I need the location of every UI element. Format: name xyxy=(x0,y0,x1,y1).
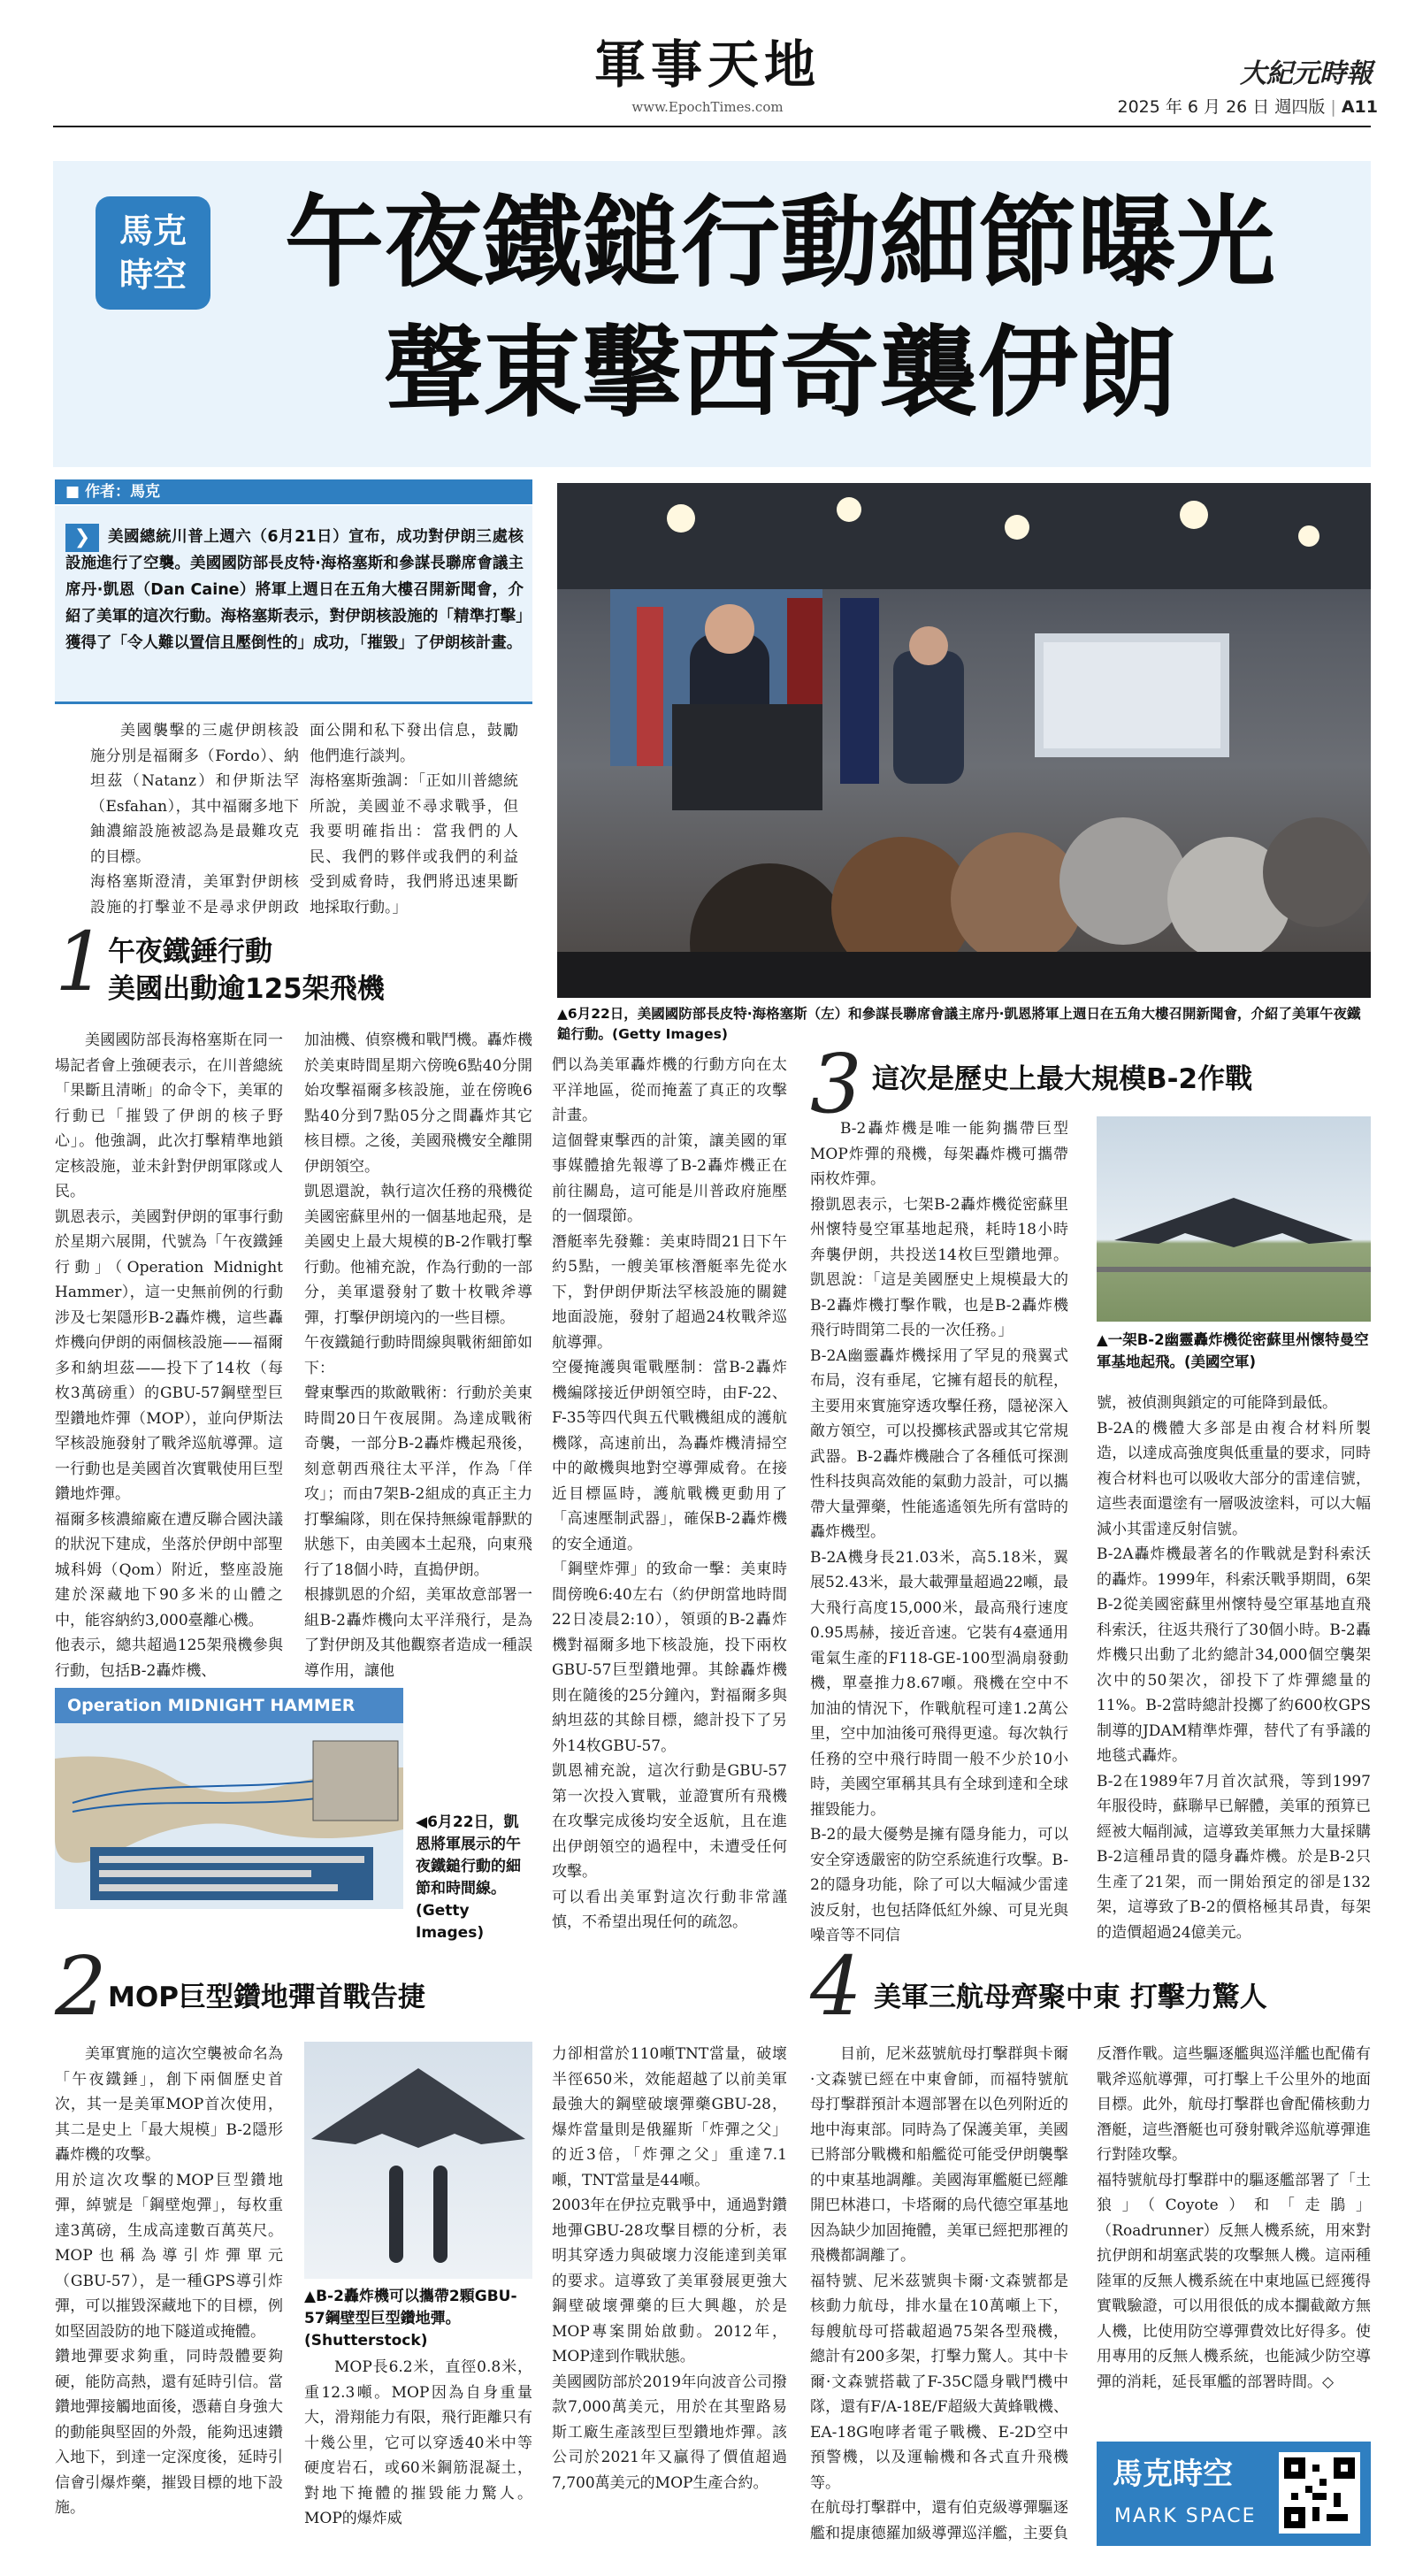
intro-col2: 面公開和私下發出信息，鼓勵他們進行談判。 海格塞斯強調：「正如川普總統所說，美國並不尋求戰爭，但我要明確指出：當我們的人民、我們的夥伴或我們的利益受到威脅時，我們將迅速果斷地採取行動。」 xyxy=(310,722,518,916)
map-caption: ◀6月22日，凱恩將軍展示的午夜鐵鎚行動的細節和時間線。(Getty Images) xyxy=(416,1813,521,1942)
headline-line1: 午夜鐵鎚行動細節曝光 xyxy=(285,185,1275,301)
section1-col1: 美國國防部長海格塞斯在同一場記者會上強硬表示，在川普總統「果斷且清晰」的命令下，美軍的行動已「摧毀了伊朗的核子野心」。他強調，此次打擊精準地鎖定核設施，並未針對伊朗軍隊或人民。 凱恩表示，美國對伊朗的軍事行動於星期六展開，代號為「午夜鐵錘行動」（Operation Midnight Hammer），這一史無前例的行動涉及七架隱形B-2轟炸機，這些轟炸機向伊朗的兩個核設施——福爾多和納坦茲——投下了14枚（每枚3萬磅重）的GBU-57鋼壁型巨型鑽地炸彈（MOP），並向伊斯法罕核設施發射了戰斧巡航導彈。這一行動也是美國首次實戰使用巨型鑽地炸彈。 福爾多核濃縮廠在遭反聯合國決議的狀況下建成，坐落於伊朗中部聖城科姆（Qom）附近，整座設施建於深藏地下90多米的山體之中，能容納約3,000臺離心機。 他表示，總共超過125架飛機參與行動，包括B-2轟炸機、 xyxy=(55,1031,283,1680)
b2-bomb-caption: ▲B-2轟炸機可以攜帶2顆GBU-57鋼壁型巨型鑽地彈。(Shutterstock) xyxy=(304,2288,517,2350)
section4-header xyxy=(810,1939,1371,2043)
section2-number: 2 xyxy=(55,1939,107,2034)
issue-date xyxy=(1097,94,1378,118)
b2-takeoff-caption: ▲一架B-2幽靈轟炸機從密蘇里州懷特曼空軍基地起飛。(美國空軍) xyxy=(1097,1331,1369,1370)
photo1-caption: ▲6月22日，美國國防部長皮特·海格塞斯（左）和參謀長聯席會議主席丹·凱恩將軍上週日在五角大樓召開新聞會，介紹了美軍午夜鐵鎚行動。(Getty Images) xyxy=(557,1006,1361,1042)
operation-map xyxy=(55,1688,403,1909)
section4-col1: 目前，尼米茲號航母打擊群與卡爾·文森號已經在中東會師，而福特號航母打擊群預計本週部署在以色列附近的地中海東部。同時為了保護美軍，美國已將部分戰機和船艦從可能受伊朗襲擊的中東基地調離。美國海軍艦艇已經離開巴林港口，卡塔爾的烏代德空軍基地因為缺少加固掩體，美軍已經把那裡的飛機都調離了。 福特號、尼米茲號與卡爾·文森號都是核動力航母，排水量在10萬噸上下，每艘航母可搭載超過75架各型飛機，總計有200多架，打擊力驚人。其中卡爾·文森號搭載了F-35C隱身戰鬥機中隊，還有F/A-18E/F超級大黃蜂戰機、EA-18G咆哮者電子戰機、E-2D空中預警機，以及運輸機和各式直升飛機等。 在航母打擊群中，還有伯克級導彈驅逐艦和提康德羅加級導彈巡洋艦，主要負 xyxy=(810,2045,1068,2542)
footer-badge-en: MARK SPACE xyxy=(1114,2505,1257,2527)
site-url: www.EpochTimes.com xyxy=(631,99,784,115)
masthead-rule xyxy=(53,126,1371,127)
footer-badge xyxy=(1097,2442,1371,2546)
section1-title-line1: 午夜鐵錘行動 xyxy=(108,936,272,968)
press-conference-photo xyxy=(557,483,1371,998)
section1-title-line2: 美國出動逾125架飛機 xyxy=(108,973,385,1005)
section3-title: 這次是歷史上最大規模B-2作戰 xyxy=(872,1063,1253,1095)
footer-badge-zh: 馬克時空 xyxy=(1113,2457,1233,2492)
map-banner xyxy=(55,1688,403,1723)
b2-with-mop-photo xyxy=(304,2042,532,2279)
lead-marker: ❯ xyxy=(65,524,99,552)
section2-col2: MOP長6.2米，直徑0.8米，重12.3噸。MOP因為自身重量大，滑翔能力有限，飛行距離只有十幾公里，它可以穿透40米中等硬度岩石，或60米鋼筋混凝土，對地下掩體的摧毀能力驚人。MOP的爆炸威 xyxy=(304,2358,532,2527)
section3-number: 3 xyxy=(810,1037,862,1131)
section1-col3: 們以為美軍轟炸機的行動方向在太平洋地區，從而掩蓋了真正的攻擊計畫。 這個聲東擊西的計策，讓美國的軍事媒體搶先報導了B-2轟炸機正在前往關島，這可能是川普政府施壓的一個環節。 潛艇率先發難：美東時間21日下午約5點，一艘美軍核潛艇率先從水下，對伊朗伊斯法罕核設施的關鍵地面設施，發射了超過24枚戰斧巡航導彈。 空優掩護與電戰壓制：當B-2轟炸機編隊接近伊朗領空時，由F-22、F-35等四代與五代戰機組成的護航機隊，高速前出，為轟炸機清掃空中的敵機與地對空導彈威脅。在接近目標區時，護航戰機更動用了「高速壓制武器」，確保B-2轟炸機的安全通道。 「鋼壁炸彈」的致命一擊：美東時間傍晚6:40左右（約伊朗當地時間22日凌晨2:10），領頭的B-2轟炸機對福爾多地下核設施，投下兩枚GBU-57巨型鑽地彈。其餘轟炸機則在隨後的25分鐘內，對福爾多與納坦茲的其餘目標，總計投下了另外14枚GBU-57。 凱恩補充說，這次行動是GBU-57第一次投入實戰，並證實所有飛機在攻擊完成後均安全返航，且在進出伊朗領空的過程中，未遭受任何攻擊。 可以看出美軍對這次行動非常謹慎，不希望出現任何的疏忽。 xyxy=(552,1056,787,1931)
date-text: 2025 年 6 月 26 日 週四版 xyxy=(1117,97,1326,117)
section2-col3: 力卻相當於110噸TNT當量，破壞半徑650米，效能超越了以前美軍最強大的鋼壁破壞彈藥GBU-28，爆炸當量則是俄羅斯「炸彈之父」的近3倍，「炸彈之父」重達7.1噸，TNT當量是44噸。 2003年在伊拉克戰爭中，通過對鑽地彈GBU-28攻擊目標的分析，表明其穿透力與破壞力沒能達到美軍的要求。這導致了美軍發展更強大鋼壁破壞彈藥的巨大興趣，於是MOP專案開始啟動。2012年，MOP達到作戰狀態。 美國國防部於2019年向波音公司撥款7,000萬美元，用於在其聖路易斯工廠生產該型巨型鑽地炸彈。該公司於2021年又贏得了價值超過7,700萬美元的MOP生產合約。 xyxy=(552,2045,787,2492)
b2-takeoff-photo xyxy=(1097,1116,1371,1322)
badge-line1: 馬克 xyxy=(119,211,187,250)
author-bar xyxy=(55,479,532,504)
divider: | xyxy=(1330,97,1342,117)
section1-number: 1 xyxy=(55,915,107,1009)
column-badge xyxy=(96,196,210,310)
section-title: 軍事天地 xyxy=(593,34,821,95)
map-graphic xyxy=(55,1723,403,1909)
intro-col1: 美國襲擊的三處伊朗核設施分別是福爾多（Fordo）、納坦茲（Natanz）和伊斯法罕（Esfahan），其中福爾多地下鈾濃縮設施被認為是最難攻克的目標。 海格塞斯澄清，美軍對伊朗核設施的打擊並不是尋求伊朗政 xyxy=(90,722,299,916)
author-label: ■ 作者：馬克 xyxy=(65,483,160,501)
section4-col2: 反潛作戰。這些驅逐艦與巡洋艦也配備有戰斧巡航導彈，可打擊上千公里外的地面目標。此外，航母打擊群也會配備核動力潛艇，這些潛艇也可發射戰斧巡航導彈進行對陸攻擊。 福特號航母打擊群中的驅逐艦部署了「土狼」（Coyote）和「走鵑」（Roadrunner）反無人機系統，用來對抗伊朗和胡塞武裝的攻擊無人機。這兩種陸軍的反無人機系統在中東地區已經獲得實戰驗證，可以用很低的成本攔截敵方無人機，比使用防空導彈費效比好得多。使用專用的反無人機系統，也能減少防空導彈的消耗，延長軍艦的部署時間。◇ xyxy=(1097,2045,1371,2391)
lead-text: 美國總統川普上週六（6月21日）宣布，成功對伊朗三處核設施進行了空襲。美國國防部長皮特·海格塞斯和參謀長聯席會議主席丹·凱恩（Dan Caine）將軍上週日在五角大樓召開新聞會，介紹了美軍的這次行動。海格塞斯表示，對伊朗核設施的「精準打擊」獲得了「令人難以置信且壓倒性的」成功，「摧毀」了伊朗核計畫。 xyxy=(65,528,524,652)
section2-title: MOP巨型鑽地彈首戰告捷 xyxy=(108,1982,425,2013)
paper-name: 大紀元時報 xyxy=(1240,58,1373,89)
section1-header xyxy=(55,915,532,1019)
section2-header xyxy=(55,1939,780,2043)
section3-col2: 號，被偵測與鎖定的可能降到最低。 B-2A的機體大多部是由複合材料所製造，以達成高強度與低重量的要求，同時複合材料也可以吸收大部分的雷達信號，這些表面還塗有一層吸波塗料，可以大幅減小其雷達反射信號。 B-2A轟炸機最著名的作戰就是對科索沃的轟炸。1999年，科索沃戰爭期間，6架B-2從美國密蘇里州懷特曼空軍基地直飛科索沃，往返共飛行了30個小時。B-2轟炸機只出動了北約總計34,000個空襲架次中的50架次，卻投下了炸彈總量的11%。B-2當時總計投擲了約600枚GPS制導的JDAM精準炸彈，替代了有爭議的地毯式轟炸。 B-2在1989年7月首次試飛，等到1997年服役時，蘇聯早已解體，美軍的預算已經被大幅削減，這導致美軍無力大量採購B-2這種昂貴的隱身轟炸機。於是B-2只生產了21架，而一開始預定的卻是132架，這導致了B-2的價格極其昂貴，每架的造價超過24億美元。 xyxy=(1097,1394,1371,1942)
section4-number: 4 xyxy=(810,1939,862,2034)
section2-col1: 美軍實施的這次空襲被命名為「午夜鐵錘」，創下兩個歷史首次，其一是美軍MOP首次使用，其二是史上「最大規模」B-2隱形轟炸機的攻擊。 用於這次攻擊的MOP巨型鑽地彈，綽號是「鋼壁炮彈」，每枚重達3萬磅，生成高達數百萬英尺。MOP也稱為導引炸彈單元（GBU-57），是一種GPS導引炸彈，可以摧毀深藏地下的目標，例如堅固設防的地下隧道或掩體。 鑽地彈要求夠重，同時殼體要夠硬，能防高熱，還有延時引信。當鑽地彈接觸地面後，憑藉自身強大的動能與堅固的外殼，能夠迅速鑽入地下，到達一定深度後，延時引信會引爆炸藥，摧毀目標的地下設施。 xyxy=(55,2045,283,2517)
headline-line2: 聲東擊西奇襲伊朗 xyxy=(384,315,1176,431)
section1-col2: 加油機、偵察機和戰鬥機。轟炸機於美東時間星期六傍晚6點40分開始攻擊福爾多核設施，並在傍晚6點40分到7點05分之間轟炸其它核目標。之後，美國飛機安全離開伊朗領空。 凱恩還說，執行這次任務的飛機從美國密蘇里州的一個基地起飛，是美國史上最大規模的B-2作戰打擊行動。他補充說，作為行動的一部分，美軍還發射了數十枚戰斧導彈，打擊伊朗境內的一些目標。 午夜鐵鎚行動時間線與戰術細節如下： 聲東擊西的欺敵戰術：行動於美東時間20日午夜展開。為達成戰術奇襲，一部分B-2轟炸機起飛後，刻意朝西飛往太平洋，作為「佯攻」；而由7架B-2組成的真正主力打擊編隊，則在保持無線電靜默的狀態下，由美國本土起飛，向東飛行了18個小時，直搗伊朗。 根據凱恩的介紹，美軍故意部署一組B-2轟炸機向太平洋飛行，是為了對伊朗及其他觀察者造成一種誤導作用，讓他 xyxy=(304,1031,532,1680)
page-number: A11 xyxy=(1341,97,1378,117)
badge-line2: 時空 xyxy=(119,256,187,295)
map-banner-text: Operation MIDNIGHT HAMMER xyxy=(67,1696,356,1715)
qr-code-icon xyxy=(1279,2452,1360,2534)
section3-col1: B-2轟炸機是唯一能夠攜帶巨型MOP炸彈的飛機，每架轟炸機可攜帶兩枚炸彈。 撥凱恩表示，七架B-2轟炸機從密蘇里州懷特曼空軍基地起飛，耗時18小時奔襲伊朗，共投送14枚巨型鑽地彈。凱恩說：「這是美國歷史上規模最大的B-2轟炸機打擊作戰，也是B-2轟炸機飛行時間第二長的一次任務。」 B-2A幽靈轟炸機採用了罕見的飛翼式布局，沒有垂尾，它擁有超長的航程，主要用來實施穿透攻擊任務，隱祕深入敵方領空，可以投擲核武器或其它常規武器。B-2轟炸機融合了各種低可探測性科技與高效能的氣動力設計，可以攜帶大量彈藥，性能遙遙領先所有當時的轟炸機型。 B-2A機身長21.03米，高5.18米，翼展52.43米，最大載彈量超過22噸，最大飛行高度15,000米，最高飛行速度0.95馬赫，接近音速。它裝有4臺通用電氣生產的F118-GE-100型渦扇發動機，單臺推力8.67噸。飛機在空中不加油的情況下，作戰航程可達1.2萬公里，空中加油後可飛得更遠。每次執行任務的空中飛行時間一般不少於10小時，美國空軍稱其具有全球到達和全球摧毀能力。 B-2的最大優勢是擁有隱身能力，可以安全穿透嚴密的防空系統進行攻擊。B-2的隱身功能，除了可以大幅減少雷達波反射，也包括降低紅外線、可見光與噪音等不同信 xyxy=(810,1120,1068,1944)
section4-title: 美軍三航母齊聚中東 打擊力驚人 xyxy=(874,1982,1267,2013)
